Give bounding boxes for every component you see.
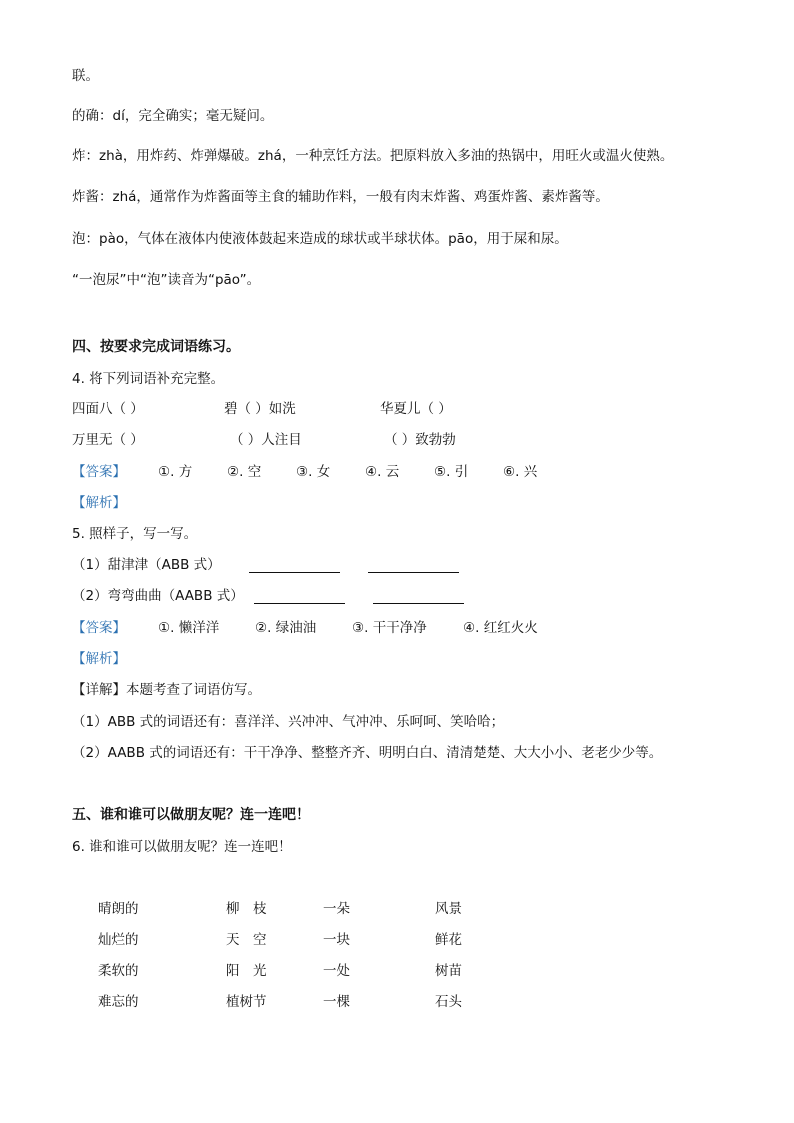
q5-item1-blank-2[interactable]: [368, 572, 459, 573]
answer-number: ②: [227, 464, 240, 480]
q6-col2-item[interactable]: 天 空: [226, 932, 267, 948]
answer-number: ①: [158, 620, 171, 636]
q4-row1-item1: 四面八（ ）: [72, 401, 144, 417]
answer-text: . 懒洋洋: [170, 620, 220, 636]
q5-detail-2: （2）AABB 式的词语还有：干干净净、整整齐齐、明明白白、清清楚楚、大大小小、老老少少等。: [72, 745, 663, 761]
answer-text: . 方: [170, 464, 193, 480]
q4-row2-item1: 万里无（ ）: [72, 432, 144, 448]
answer-number: ②: [255, 620, 268, 636]
answer-text: . 女: [308, 464, 331, 480]
q4-row2-item3: （ ）致勃勃: [384, 432, 456, 448]
answer-number: ①: [158, 464, 171, 480]
q6-col4-item[interactable]: 石头: [435, 994, 462, 1010]
q5-prompt: 5. 照样子，写一写。: [72, 526, 198, 542]
q5-item2-blank-1[interactable]: [254, 603, 345, 604]
q6-col1-item[interactable]: 晴朗的: [98, 901, 139, 917]
q4-answer-6: [503, 463, 537, 481]
section-5-title: 五、谁和谁可以做朋友呢？连一连吧！: [72, 807, 310, 823]
q5-item2-blank-2[interactable]: [373, 603, 464, 604]
note-line-2: 的确：dí，完全确实；毫无疑问。: [72, 108, 274, 124]
q5-detail-1: （1）ABB 式的词语还有：喜洋洋、兴冲冲、气冲冲、乐呵呵、笑哈哈；: [72, 714, 505, 730]
q6-col2-item[interactable]: 阳 光: [226, 963, 267, 979]
answer-text: . 引: [446, 464, 469, 480]
q5-item-2: （2）弯弯曲曲（AABB 式）: [72, 588, 244, 604]
section-4-title: 四、按要求完成词语练习。: [72, 339, 240, 355]
answer-text: . 红红火火: [475, 620, 538, 636]
q4-answer-2: [227, 463, 261, 481]
q4-prompt: 4. 将下列词语补充完整。: [72, 371, 225, 387]
answer-number: ④: [365, 464, 378, 480]
note-line-1: 联。: [72, 68, 99, 84]
q6-col3-item[interactable]: 一处: [323, 963, 350, 979]
note-line-4: 炸酱：zhá，通常作为炸酱面等主食的辅助作料，一般有肉末炸酱、鸡蛋炸酱、素炸酱等。: [72, 189, 609, 205]
answer-text: . 兴: [515, 464, 538, 480]
q5-answer-1: [158, 619, 219, 637]
q6-col3-item[interactable]: 一块: [323, 932, 350, 948]
q5-answer-3: [352, 619, 427, 637]
q5-answer-label: 【答案】: [72, 620, 126, 636]
q5-answer-4: [463, 619, 538, 637]
note-line-6: “一泡尿”中“泡”读音为“pāo”。: [72, 272, 261, 288]
q4-answer-label: 【答案】: [72, 464, 126, 480]
q5-detail: 【详解】本题考查了词语仿写。: [72, 682, 261, 698]
q5-answer-2: [255, 619, 316, 637]
note-line-5: 泡：pào，气体在液体内使液体鼓起来造成的球状或半球状体。pāo，用于屎和尿。: [72, 231, 568, 247]
q6-col2-item[interactable]: 柳 枝: [226, 901, 267, 917]
q5-item-1: （1）甜津津（ABB 式）: [72, 557, 221, 573]
q6-col4-item[interactable]: 树苗: [435, 963, 462, 979]
q6-col3-item[interactable]: 一棵: [323, 994, 350, 1010]
q4-answer-5: [434, 463, 468, 481]
q6-col1-item[interactable]: 难忘的: [98, 994, 139, 1010]
q4-row2-item2: （ ）人注目: [230, 432, 302, 448]
q4-row1-item2: 碧（ ）如洗: [224, 401, 296, 417]
q6-col4-item[interactable]: 鲜花: [435, 932, 462, 948]
q4-answer-1: [158, 463, 192, 481]
q4-answer-4: [365, 463, 399, 481]
q5-analysis-label: 【解析】: [72, 651, 126, 667]
answer-number: ③: [296, 464, 309, 480]
q6-col1-item[interactable]: 柔软的: [98, 963, 139, 979]
answer-text: . 绿油油: [267, 620, 317, 636]
q6-col3-item[interactable]: 一朵: [323, 901, 350, 917]
q4-answer-3: [296, 463, 330, 481]
answer-text: . 空: [239, 464, 262, 480]
q5-item1-blank-1[interactable]: [249, 572, 340, 573]
answer-text: . 云: [377, 464, 400, 480]
answer-number: ⑤: [434, 464, 447, 480]
q6-col2-item[interactable]: 植树节: [226, 994, 267, 1010]
q4-analysis-label: 【解析】: [72, 495, 126, 511]
q6-col1-item[interactable]: 灿烂的: [98, 932, 139, 948]
q6-prompt: 6. 谁和谁可以做朋友呢？连一连吧！: [72, 839, 292, 855]
answer-number: ⑥: [503, 464, 516, 480]
q6-col4-item[interactable]: 风景: [435, 901, 462, 917]
q4-row1-item3: 华夏儿（ ）: [380, 401, 452, 417]
answer-number: ③: [352, 620, 365, 636]
note-line-3: 炸：zhà，用炸药、炸弹爆破。zhá，一种烹饪方法。把原料放入多油的热锅中，用旺火或温火使熟。: [72, 148, 674, 164]
answer-text: . 干干净净: [364, 620, 427, 636]
answer-number: ④: [463, 620, 476, 636]
